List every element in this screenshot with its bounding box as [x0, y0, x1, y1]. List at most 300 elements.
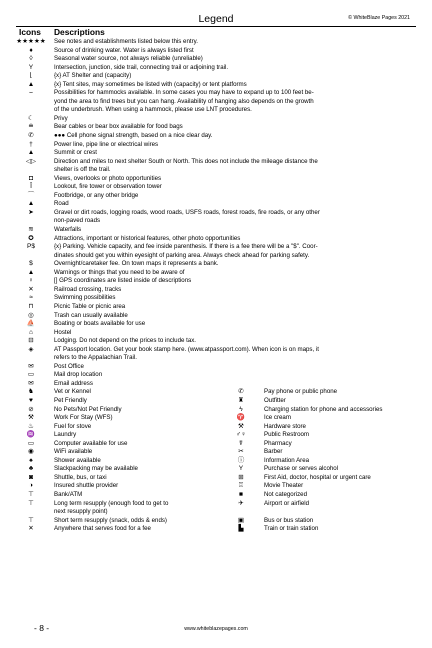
- legend-description: AT Passport location. Get your book stamp here. (www.atpassport.com). When icon is on maps, it: [54, 345, 319, 353]
- food-icon: ✕: [28, 525, 34, 533]
- legend-entry: [8, 500, 218, 517]
- legend-row: [8, 243, 418, 252]
- railroad-crossing-icon: ✕: [28, 285, 34, 293]
- legend-entry: [8, 440, 218, 449]
- legend-row: [8, 115, 418, 124]
- legend-description: Ice cream: [264, 414, 291, 422]
- legend-description: Computer available for use: [54, 439, 128, 447]
- first-aid-icon: ⊞: [238, 473, 244, 481]
- legend-description: Short term resupply (snack, odds & ends): [54, 516, 167, 524]
- legend-row: [8, 200, 418, 209]
- hammock-icon: ⌣: [28, 89, 34, 97]
- legend-pair-row: [8, 482, 418, 491]
- legend-row: [8, 175, 418, 184]
- charging-icon: ϟ: [239, 405, 243, 413]
- fuel-icon: ♨: [28, 422, 34, 430]
- legend-entry: [8, 294, 418, 303]
- legend-row: [8, 106, 418, 115]
- camera-icon: ◘: [29, 174, 33, 182]
- legend-description: Power line, pipe line or electrical wires: [54, 140, 159, 148]
- legend-row: [218, 388, 418, 397]
- legend-description: Barber: [264, 448, 283, 456]
- legend-row: [8, 320, 418, 329]
- legend-row: [8, 482, 218, 491]
- legend-row: [218, 406, 418, 415]
- legend-entry: [218, 525, 418, 534]
- legend-entry: [8, 303, 418, 312]
- legend-row: [8, 64, 418, 73]
- legend-pair-row: [8, 525, 418, 534]
- legend-entry: [8, 371, 418, 380]
- email-icon: ✉: [28, 379, 34, 387]
- legend-pair-row: [8, 517, 418, 526]
- legend-description: dinates should get you within eyesight of parking area. Always check ahead for parking safety.: [54, 251, 310, 259]
- cell-signal-icon: ✆: [28, 132, 34, 140]
- bus-station-icon: ▣: [237, 516, 245, 524]
- legend-entry: [218, 465, 418, 474]
- summit-icon: ▲: [27, 149, 35, 157]
- legend-description: Slackpacking may be available: [54, 465, 138, 473]
- legend-row: [8, 303, 418, 312]
- legend-row: [8, 508, 218, 517]
- legend-description: Train or train station: [264, 525, 319, 533]
- legend-entry: [8, 431, 218, 440]
- legend-description: {x} AT Shelter and (capacity): [54, 72, 132, 80]
- legend-description: Outfitter: [264, 396, 286, 404]
- legend-entry: [8, 329, 418, 338]
- legend-entry: [8, 64, 418, 73]
- legend-entry: [8, 277, 418, 286]
- legend-description: Warnings or things that you need to be aware of: [54, 268, 185, 276]
- legend-row: [218, 525, 418, 534]
- legend-entry: [218, 440, 418, 449]
- legend-entry: [8, 235, 418, 244]
- legend-entry: [8, 175, 418, 184]
- legend-entry: [8, 286, 418, 295]
- legend-pair-row: [8, 465, 418, 474]
- legend-entry: [8, 89, 418, 115]
- legend-entry: [218, 474, 418, 483]
- icon-spacer: [8, 508, 54, 517]
- legend-row: [8, 158, 418, 167]
- legend-row: [218, 474, 418, 483]
- legend-row: [8, 55, 418, 64]
- legend-row: [218, 491, 418, 500]
- legend-pair-row: [8, 406, 418, 415]
- legend-entry: [8, 406, 218, 415]
- legend-row: [8, 38, 418, 47]
- no-pets-icon: ⊘: [28, 405, 34, 413]
- legend-entry: [218, 388, 418, 397]
- legend-pair-row: [8, 500, 418, 517]
- legend-description: Charging station for phone and accessories: [264, 405, 383, 413]
- legend-entry: [218, 397, 418, 406]
- legend-description: Picnic Table or picnic area: [54, 302, 126, 310]
- legend-entry: [8, 517, 218, 526]
- power-line-icon: †: [29, 140, 33, 148]
- legend-row: [8, 448, 218, 457]
- legend-row: [8, 166, 418, 175]
- parking-icon: P$: [26, 243, 36, 251]
- legend-description: Email address: [54, 379, 93, 387]
- legend-entry: [218, 500, 418, 517]
- legend-row: [8, 354, 418, 363]
- legend-row: [8, 525, 218, 534]
- legend-entry: [218, 457, 418, 466]
- privy-icon: ☾: [28, 114, 34, 122]
- legend-row: [8, 252, 418, 261]
- legend-row: [8, 406, 218, 415]
- long-resupply-icon: ⊤: [28, 499, 34, 507]
- legend-entry: [8, 320, 418, 329]
- lodging-icon: ⊟: [28, 337, 34, 345]
- legend-description: Summit or crest: [54, 149, 97, 157]
- legend-pair-row: [8, 414, 418, 423]
- legend-pair-row: [8, 397, 418, 406]
- bank-icon: ⊤: [28, 490, 34, 498]
- legend-row: [8, 329, 418, 338]
- trash-icon: ◎: [28, 311, 34, 319]
- legend-row: [8, 431, 218, 440]
- legend-row: [218, 517, 418, 526]
- legend-row: [218, 457, 418, 466]
- legend-entry: [8, 183, 418, 192]
- legend-row: [8, 440, 218, 449]
- laundry-icon: ♒: [26, 431, 36, 439]
- legend-row: [8, 363, 418, 372]
- gps-pin-icon: ♀: [28, 277, 34, 285]
- legend-description: Bus or bus station: [264, 516, 314, 524]
- legend-description: Railroad crossing, tracks: [54, 285, 122, 293]
- legend-row: [8, 414, 218, 423]
- legend-row: [8, 491, 218, 500]
- legend-row: [218, 423, 418, 432]
- legend-row: [8, 72, 418, 81]
- legend-pair-row: [8, 457, 418, 466]
- legend-entry: [8, 474, 218, 483]
- legend-entry: [8, 47, 418, 56]
- legend-row: [8, 149, 418, 158]
- legend-entry: [8, 337, 418, 346]
- legend-entry: [218, 482, 418, 491]
- legend-row: [8, 286, 418, 295]
- legend-description: Public Restroom: [264, 431, 310, 439]
- legend-pair-row: [8, 491, 418, 500]
- legend-description: {x} Parking. Vehicle capacity, and fee inside parenthesis. If there is a fee there will be a "$". Coor-: [54, 243, 318, 251]
- legend-entry: [8, 243, 418, 260]
- legend-entry: [218, 423, 418, 432]
- legend-description: Not categorized: [264, 490, 308, 498]
- legend-entry: [8, 414, 218, 423]
- copyright-notice: © WhiteBlaze Pages 2021: [348, 15, 410, 21]
- legend-row: [8, 397, 218, 406]
- vet-icon: ♞: [28, 388, 34, 396]
- legend-entry: [218, 491, 418, 500]
- legend-row: [8, 294, 418, 303]
- restroom-icon: ♂♀: [236, 431, 246, 439]
- gravel-road-icon: ➤: [28, 208, 34, 216]
- pharmacy-icon: ☤: [238, 439, 244, 447]
- intersection-icon: Y: [28, 63, 34, 71]
- pet-friendly-icon: ♥: [29, 396, 33, 404]
- footer-url: www.whiteblazepages.com: [184, 626, 248, 632]
- legend-entry: [8, 38, 418, 47]
- hostel-icon: ⌂: [29, 328, 33, 336]
- legend-row: [218, 465, 418, 474]
- wifi-icon: ◉: [28, 448, 34, 456]
- legend-description: Source of drinking water. Water is always listed first: [54, 46, 194, 54]
- legend-description: non-paved roads: [54, 217, 101, 225]
- legend-entry: [8, 226, 418, 235]
- legend-pair-row: [8, 388, 418, 397]
- legend-row: [8, 465, 218, 474]
- legend-entry: [8, 465, 218, 474]
- legend-description: Intersection, junction, side trail, connecting trail or adjoining trail.: [54, 63, 229, 71]
- legend-row: [8, 371, 418, 380]
- legend-pair-row: [8, 431, 418, 440]
- legend-row: [8, 474, 218, 483]
- airport-icon: ✈: [238, 499, 244, 507]
- legend-description: Post Office: [54, 362, 84, 370]
- legend-description: Lodging. Do not depend on the prices to include tax.: [54, 337, 197, 345]
- post-office-icon: ✉: [28, 362, 34, 370]
- legend-description: Boating or boats available for use: [54, 320, 146, 328]
- legend-row: [218, 397, 418, 406]
- page-title: Legend: [198, 13, 234, 25]
- legend-entry: [8, 200, 418, 209]
- legend-description: Footbridge, or any other bridge: [54, 191, 139, 199]
- legend-description: Direction and miles to next shelter South or North. This does not include the mileage distance the: [54, 157, 318, 165]
- legend-description: Fuel for stove: [54, 422, 92, 430]
- movie-icon: ♖: [238, 482, 244, 490]
- water-drop-icon: ♦: [29, 46, 33, 54]
- legend-entry: [8, 132, 418, 141]
- legend-description: First Aid, doctor, hospital or urgent care: [264, 473, 371, 481]
- legend-entry: [8, 448, 218, 457]
- legend-description: Airport or airfield: [264, 499, 310, 507]
- legend-description: ●●● Cell phone signal strength, based on a nice clear day.: [54, 132, 213, 140]
- lookout-tower-icon: Î: [30, 183, 32, 191]
- legend-row: [8, 380, 418, 389]
- legend-entry: [218, 517, 418, 526]
- legend-row: [8, 217, 418, 226]
- legend-description: Pay phone or public phone: [264, 388, 338, 396]
- legend-row: [218, 440, 418, 449]
- legend-description: next resupply point): [54, 508, 108, 516]
- legend-row: [8, 312, 418, 321]
- legend-description: See notes and establishments listed below this entry.: [54, 38, 198, 45]
- icon-spacer: [8, 106, 54, 115]
- hardware-icon: ⚒: [238, 422, 244, 430]
- outfitter-icon: ♜: [238, 396, 244, 404]
- legend-description: Overnight/caretaker fee. On town maps it represents a bank.: [54, 260, 219, 268]
- legend-row: [8, 47, 418, 56]
- road-icon: ▲: [27, 200, 35, 208]
- picnic-table-icon: ⊓: [28, 302, 34, 310]
- legend-description: No Pets/Not Pet Friendly: [54, 405, 122, 413]
- descriptions-column-header: Descriptions: [54, 27, 105, 37]
- legend-description: {x} Tent sites, may sometimes be listed with (capacity) or tent platforms: [54, 80, 247, 88]
- legend-row: [8, 500, 218, 509]
- slackpacking-icon: ♣: [28, 465, 34, 473]
- legend-entry: [8, 123, 418, 132]
- shelter-icon: ⌊: [29, 72, 33, 80]
- legend-description: Bear cables or bear box available for food bags: [54, 123, 183, 131]
- payphone-icon: ✆: [238, 388, 244, 396]
- icon-spacer: [8, 252, 54, 261]
- legend-description: Road: [54, 200, 69, 208]
- legend-entry: [8, 81, 418, 90]
- legend-description: Shower available: [54, 456, 101, 464]
- legend-row: [218, 414, 418, 423]
- legend-entry: [8, 346, 418, 363]
- icon-spacer: [8, 98, 54, 107]
- shower-icon: ♠: [29, 456, 33, 464]
- legend-entry: [8, 525, 218, 534]
- legend-entry: [8, 55, 418, 64]
- info-icon: ⓘ: [237, 456, 245, 464]
- attraction-icon: ✪: [28, 234, 34, 242]
- legend-list: [8, 38, 418, 534]
- legend-row: [8, 226, 418, 235]
- legend-pair-row: [8, 423, 418, 432]
- legend-entry: [8, 141, 418, 150]
- legend-entry: [218, 414, 418, 423]
- legend-row: [8, 260, 418, 269]
- passport-icon: ◈: [28, 345, 34, 353]
- legend-row: [218, 448, 418, 457]
- legend-description: Hardware store: [264, 422, 306, 430]
- overnight-icon: $: [29, 260, 33, 268]
- legend-entry: [8, 312, 418, 321]
- barber-icon: ✂: [238, 448, 244, 456]
- legend-row: [8, 423, 218, 432]
- legend-row: [8, 517, 218, 526]
- computer-icon: ▭: [27, 439, 35, 447]
- legend-entry: [8, 158, 418, 175]
- legend-description: Swimming possibilities: [54, 294, 116, 302]
- legend-row: [8, 89, 418, 98]
- ice-cream-icon: ♈: [236, 414, 246, 422]
- legend-description: Insured shuttle provider: [54, 482, 119, 490]
- stars-icon: ★★★★★: [16, 38, 46, 45]
- legend-row: [8, 192, 418, 201]
- warning-icon: ▲: [27, 268, 35, 276]
- icon-spacer: [8, 166, 54, 175]
- legend-description: Lookout, fire tower or observation tower: [54, 183, 162, 191]
- legend-entry: [218, 448, 418, 457]
- legend-entry: [8, 388, 218, 397]
- legend-row: [8, 235, 418, 244]
- legend-entry: [8, 491, 218, 500]
- legend-entry: [8, 423, 218, 432]
- shuttle-icon: ◙: [29, 473, 33, 481]
- legend-description: Trash can usually available: [54, 311, 128, 319]
- legend-entry: [218, 431, 418, 440]
- legend-description: Gravel or dirt roads, logging roads, wood roads, USFS roads, forest roads, fire roads, or any other: [54, 208, 320, 216]
- legend-entry: [8, 397, 218, 406]
- legend-row: [218, 431, 418, 440]
- legend-description: Privy: [54, 114, 68, 122]
- swimming-icon: ≈: [29, 294, 33, 302]
- legend-row: [218, 482, 418, 491]
- legend-description: Seasonal water source, not always reliable (unreliable): [54, 55, 203, 63]
- legend-entry: [8, 269, 418, 278]
- icon-spacer: [8, 217, 54, 226]
- legend-description: [] GPS coordinates are listed inside of descriptions: [54, 277, 192, 285]
- legend-entry: [8, 192, 418, 201]
- legend-row: [8, 183, 418, 192]
- legend-row: [8, 98, 418, 107]
- not-categorized-icon: ■: [239, 490, 243, 498]
- insured-shuttle-icon: ◑: [29, 482, 33, 490]
- legend-entry: [8, 380, 418, 389]
- bridge-icon: ⌒: [27, 191, 35, 199]
- legend-description: Vet or Kennel: [54, 388, 91, 396]
- legend-row: [8, 141, 418, 150]
- legend-description: of the underbrush. When using a hammock, please use LNT procedures.: [54, 106, 252, 114]
- legend-description: Work For Stay (WFS): [54, 414, 113, 422]
- legend-description: Bank/ATM: [54, 490, 83, 498]
- legend-row: [8, 346, 418, 355]
- legend-entry: [8, 457, 218, 466]
- legend-entry: [218, 406, 418, 415]
- legend-description: Views, overlooks or photo opportunities: [54, 174, 162, 182]
- legend-description: refers to the Appalachian Trail.: [54, 354, 137, 362]
- legend-description: yond the area to find trees but you can hang. Availability of hanging also depends on the growth: [54, 97, 314, 105]
- icons-column-header: Icons: [19, 27, 41, 37]
- legend-description: shelter is off the trail.: [54, 166, 111, 174]
- boat-icon: ⛵: [26, 320, 36, 328]
- legend-row: [8, 269, 418, 278]
- legend-description: Long term resupply (enough food to get to: [54, 499, 169, 507]
- page-number: - 8 -: [34, 623, 50, 633]
- icon-spacer: [8, 354, 54, 363]
- legend-description: Pharmacy: [264, 439, 292, 447]
- seasonal-water-icon: ◊: [29, 55, 33, 63]
- legend-row: [8, 457, 218, 466]
- legend-description: Anywhere that serves food for a fee: [54, 525, 151, 533]
- legend-row: [8, 209, 418, 218]
- legend-row: [8, 388, 218, 397]
- legend-description: Hostel: [54, 328, 72, 336]
- legend-entry: [8, 149, 418, 158]
- legend-entry: [8, 482, 218, 491]
- tent-icon: ▲: [27, 80, 35, 88]
- legend-row: [8, 277, 418, 286]
- legend-pair-row: [8, 440, 418, 449]
- mail-drop-icon: ▭: [27, 371, 35, 379]
- legend-row: [8, 337, 418, 346]
- legend-row: [8, 123, 418, 132]
- legend-description: Information Area: [264, 456, 310, 464]
- direction-arrows-icon: ◁▷: [25, 157, 37, 165]
- legend-description: WiFi available: [54, 448, 93, 456]
- legend-row: [218, 500, 418, 509]
- work-for-stay-icon: ⚒: [28, 414, 34, 422]
- train-icon: ▙: [238, 525, 244, 533]
- short-resupply-icon: ⊤: [28, 516, 34, 524]
- legend-entry: [8, 363, 418, 372]
- legend-pair-row: [8, 474, 418, 483]
- legend-entry: [8, 260, 418, 269]
- legend-description: Mail drop location: [54, 371, 103, 379]
- waterfall-icon: ≋: [28, 226, 34, 234]
- legend-description: Shuttle, bus, or taxi: [54, 473, 107, 481]
- legend-entry: [8, 72, 418, 81]
- legend-description: Laundry: [54, 431, 77, 439]
- legend-entry: [8, 209, 418, 226]
